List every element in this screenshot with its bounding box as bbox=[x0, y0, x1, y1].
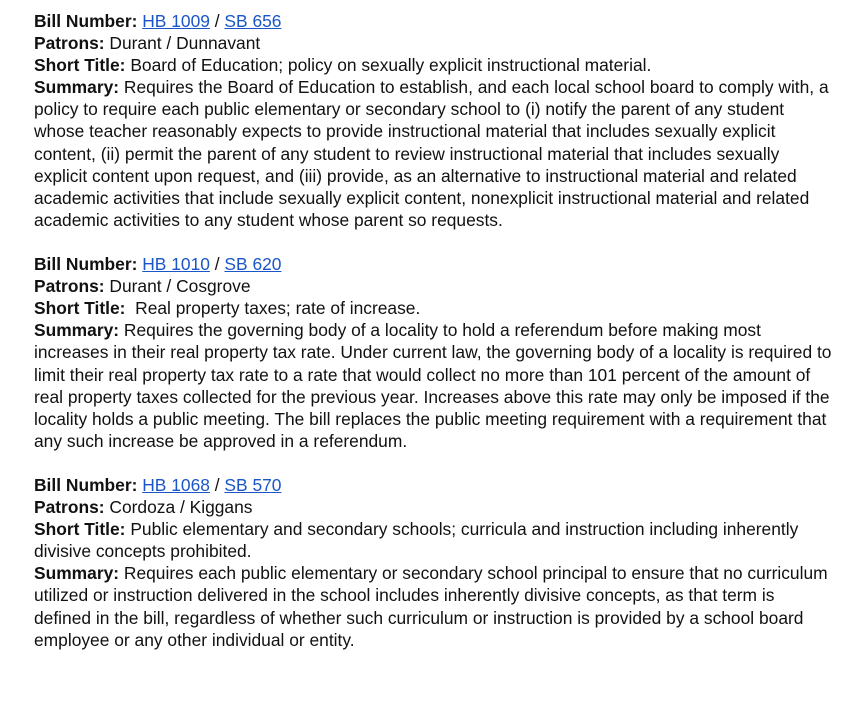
senate-bill-link[interactable]: SB 570 bbox=[224, 474, 282, 495]
bill-entry bbox=[34, 474, 834, 651]
bill-number-line bbox=[34, 253, 834, 275]
patrons-label: Patrons: bbox=[34, 276, 105, 297]
bill-number-label: Bill Number: bbox=[34, 474, 138, 495]
senate-bill-link[interactable]: SB 656 bbox=[224, 11, 282, 31]
summary-line bbox=[34, 76, 834, 231]
bill-entry bbox=[34, 253, 834, 452]
summary-label: Summary: bbox=[34, 77, 120, 98]
bill-number-line bbox=[34, 474, 834, 496]
patrons-value: Durant / Dunnavant bbox=[109, 33, 261, 54]
summary-line bbox=[34, 562, 834, 650]
summary-label: Summary: bbox=[34, 320, 120, 341]
bill-separator: / bbox=[209, 474, 225, 495]
bill-number-label: Bill Number: bbox=[34, 254, 138, 275]
senate-bill-link[interactable]: SB 620 bbox=[224, 254, 282, 275]
bill-number-label: Bill Number: bbox=[34, 11, 138, 31]
summary-label: Summary: bbox=[34, 563, 120, 584]
house-bill-link[interactable]: HB 1009 bbox=[142, 11, 210, 31]
bill-number-line bbox=[34, 10, 834, 32]
patrons-label: Patrons: bbox=[34, 33, 105, 54]
short-title-line bbox=[34, 297, 834, 319]
patrons-line bbox=[34, 275, 834, 297]
bill-separator: / bbox=[209, 254, 225, 275]
short-title-value: Real property taxes; rate of increase. bbox=[135, 298, 421, 319]
patrons-value: Cordoza / Kiggans bbox=[109, 497, 253, 518]
short-title-line bbox=[34, 54, 834, 76]
short-title-line bbox=[34, 518, 834, 562]
bill-list bbox=[34, 10, 834, 673]
house-bill-link[interactable]: HB 1068 bbox=[142, 474, 210, 495]
patrons-label: Patrons: bbox=[34, 497, 105, 518]
short-title-label: Short Title: bbox=[34, 298, 126, 319]
summary-value: Requires the governing body of a locality to hold a referendum before making most increases in their real property tax rate. Under current law, the governing body of a locality is required to limit their real property tax rate to a rate that would collect no more than 101 percent of the amount of real property taxes collected for the previous year. Increases above this rate may only be imposed if the locality holds a public meeting. The bill replaces the public meeting requirement with a requirement that any such increase be approved in a referendum. bbox=[34, 320, 832, 451]
short-title-label: Short Title: bbox=[34, 519, 126, 540]
short-title-value: Board of Education; policy on sexually explicit instructional material. bbox=[130, 55, 652, 76]
bill-separator: / bbox=[209, 11, 225, 31]
patrons-line bbox=[34, 32, 834, 54]
bill-entry bbox=[34, 10, 834, 231]
summary-line bbox=[34, 319, 834, 452]
patrons-line bbox=[34, 496, 834, 518]
patrons-value: Durant / Cosgrove bbox=[109, 276, 251, 297]
short-title-value: Public elementary and secondary schools; curricula and instruction including inherently divisive concepts prohibited. bbox=[34, 519, 799, 562]
summary-value: Requires the Board of Education to establish, and each local school board to comply with, a policy to require each public elementary or secondary school to (i) notify the parent of any student whose teacher reasonably expects to provide instructional material that includes sexually explicit content, (ii) permit the parent of any student to review instructional material that includes sexually explicit content upon request, and (iii) provide, as an alternative to instructional material and related academic activities that include sexually explicit content, nonexplicit instructional material and related academic activities to any student whose parent so requests. bbox=[34, 77, 829, 230]
summary-value: Requires each public elementary or secondary school principal to ensure that no curriculum utilized or instruction delivered in the school includes inherently divisive concepts, as that term is defined in the bill, regardless of whether such curriculum or instruction is provided by a school board employee or any other individual or entity. bbox=[34, 563, 828, 650]
house-bill-link[interactable]: HB 1010 bbox=[142, 254, 210, 275]
short-title-label: Short Title: bbox=[34, 55, 126, 76]
